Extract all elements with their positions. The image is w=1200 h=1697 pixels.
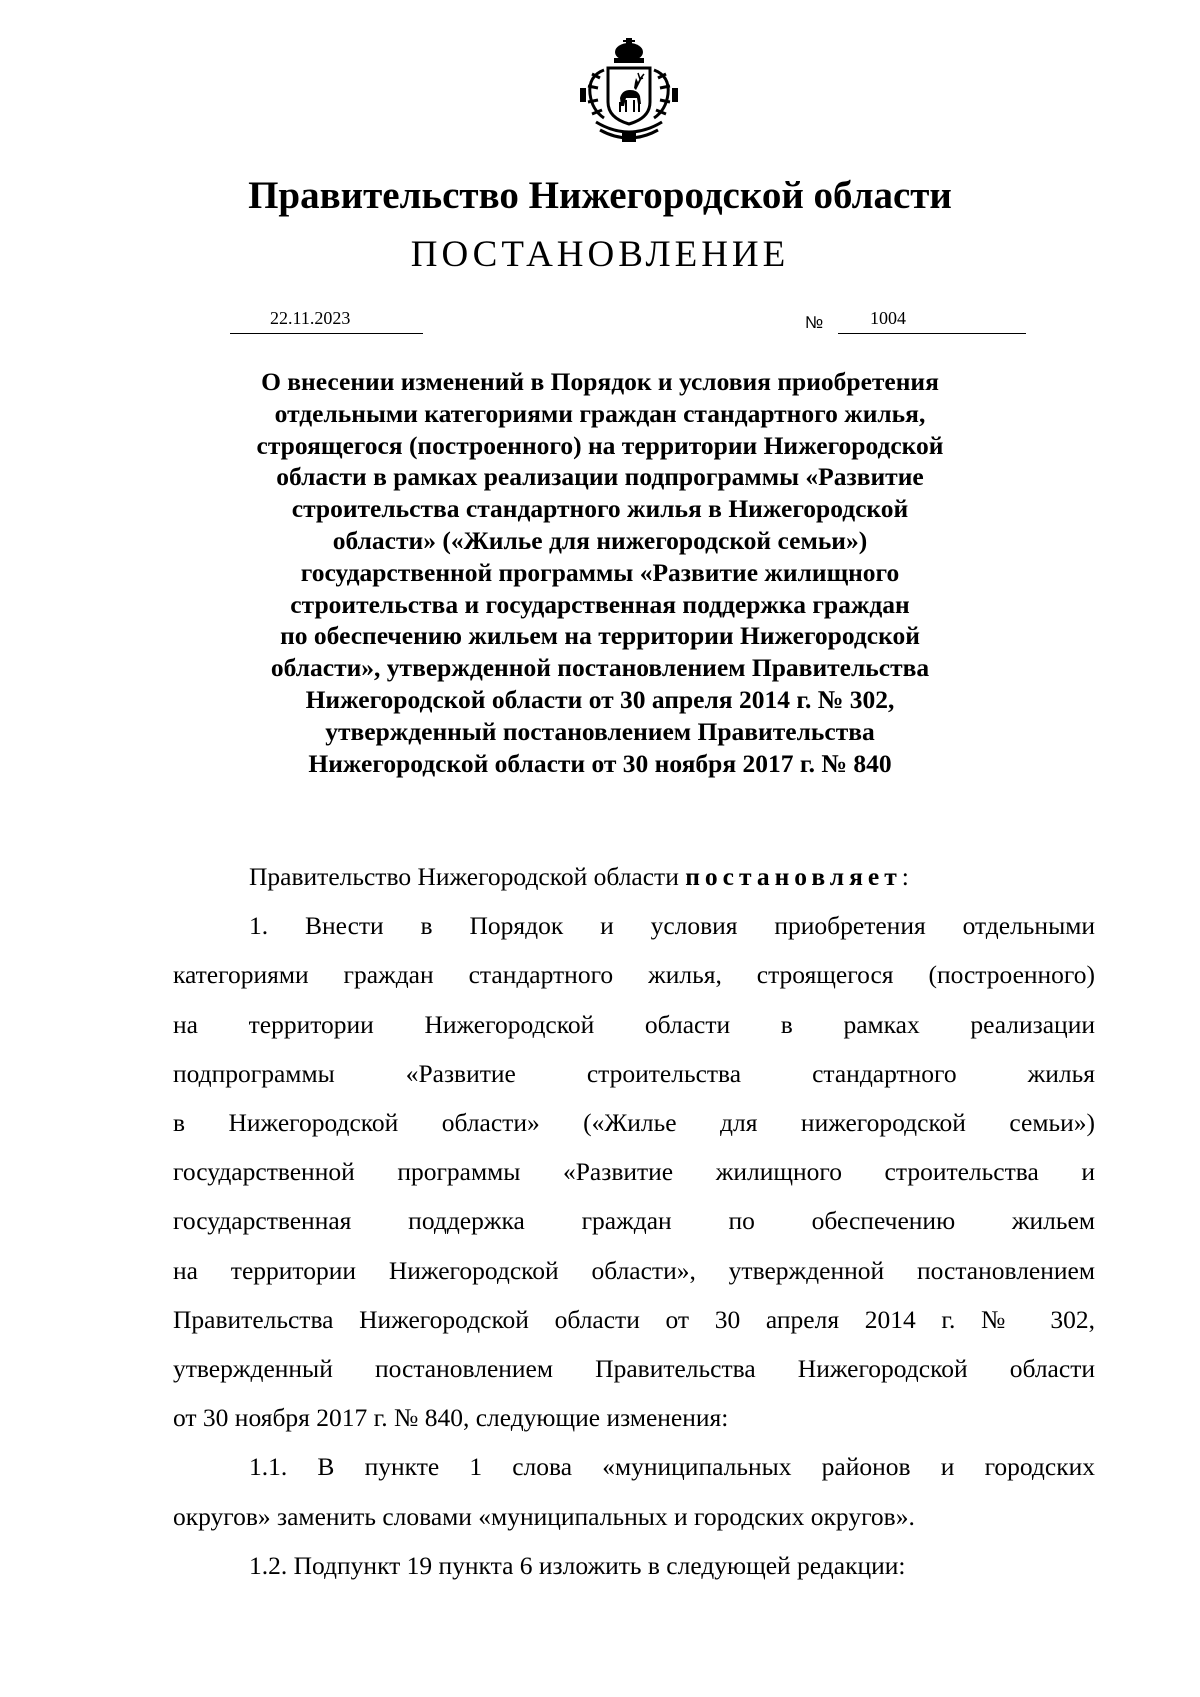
document-date: 22.11.2023 bbox=[270, 308, 351, 328]
item-1-1-line: 1.1. В пункте 1 слова «муниципальных районов и городских bbox=[249, 1452, 1095, 1482]
item-1-line: на территории Нижегородской области», утвержденной постановлением bbox=[173, 1255, 1095, 1285]
document-title bbox=[200, 366, 1000, 779]
resolution-intro bbox=[173, 852, 1095, 901]
document-number-field bbox=[838, 307, 1026, 334]
coat-of-arms-icon bbox=[570, 38, 688, 148]
intro-text: Правительство Нижегородской области bbox=[249, 862, 686, 891]
item-1-line: категориями граждан стандартного жилья, строящегося (построенного) bbox=[173, 960, 1095, 990]
title-line: строительства и государственная поддержка граждан bbox=[290, 589, 910, 619]
government-name: Правительство Нижегородской области bbox=[248, 174, 952, 217]
title-line: строящегося (построенного) на территории Нижегородской bbox=[256, 430, 944, 460]
item-1-line: государственной программы «Развитие жилищного строительства и bbox=[173, 1157, 1095, 1187]
title-line: отдельными категориями граждан стандартного жилья, bbox=[274, 398, 926, 428]
item-1-1-line: округов» заменить словами «муниципальных и городских округов». bbox=[173, 1501, 915, 1531]
number-sign: № bbox=[805, 313, 824, 332]
title-line: О внесении изменений в Порядок и условия приобретения bbox=[261, 367, 939, 396]
title-line: Нижегородской области от 30 ноября 2017 г. № 840 bbox=[308, 748, 892, 778]
document-type: ПОСТАНОВЛЕНИЕ bbox=[410, 234, 790, 275]
item-1-line: от 30 ноября 2017 г. № 840, следующие изменения: bbox=[173, 1403, 729, 1433]
title-line: утвержденный постановлением Правительства bbox=[325, 716, 875, 746]
item-1-line: в Нижегородской области» («Жилье для нижегородской семьи») bbox=[173, 1108, 1095, 1138]
intro-colon: : bbox=[901, 862, 909, 891]
title-line: области», утвержденной постановлением Правительства bbox=[270, 653, 930, 683]
title-line: Нижегородской области от 30 апреля 2014 г. № 302, bbox=[305, 684, 895, 714]
item-1-2: 1.2. Подпункт 19 пункта 6 изложить в следующей редакции: bbox=[249, 1550, 906, 1580]
document-number: 1004 bbox=[870, 308, 906, 328]
document-date-field bbox=[230, 307, 423, 334]
item-1-line: Правительства Нижегородской области от 30 апреля 2014 г. № 302, bbox=[173, 1304, 1095, 1334]
intro-resolves: постановляет bbox=[685, 862, 902, 891]
item-1-line: подпрограммы «Развитие строительства стандартного жилья bbox=[173, 1058, 1095, 1088]
document-body bbox=[173, 852, 1095, 1590]
title-line: государственной программы «Развитие жилищного bbox=[300, 557, 900, 587]
item-1-line: утвержденный постановлением Правительства Нижегородской области bbox=[173, 1354, 1095, 1384]
title-line: области» («Жилье для нижегородской семьи») bbox=[332, 525, 868, 555]
title-line: строительства стандартного жилья в Нижегородской bbox=[291, 494, 909, 524]
item-1-line: на территории Нижегородской области в рамках реализации bbox=[173, 1009, 1095, 1039]
item-1-line: государственная поддержка граждан по обеспечению жильем bbox=[173, 1206, 1095, 1236]
title-line: по обеспечению жильем на территории Нижегородской bbox=[280, 621, 920, 651]
item-1-line: 1. Внести в Порядок и условия приобретения отдельными bbox=[249, 911, 1095, 941]
title-line: области в рамках реализации подпрограммы «Развитие bbox=[276, 462, 924, 492]
